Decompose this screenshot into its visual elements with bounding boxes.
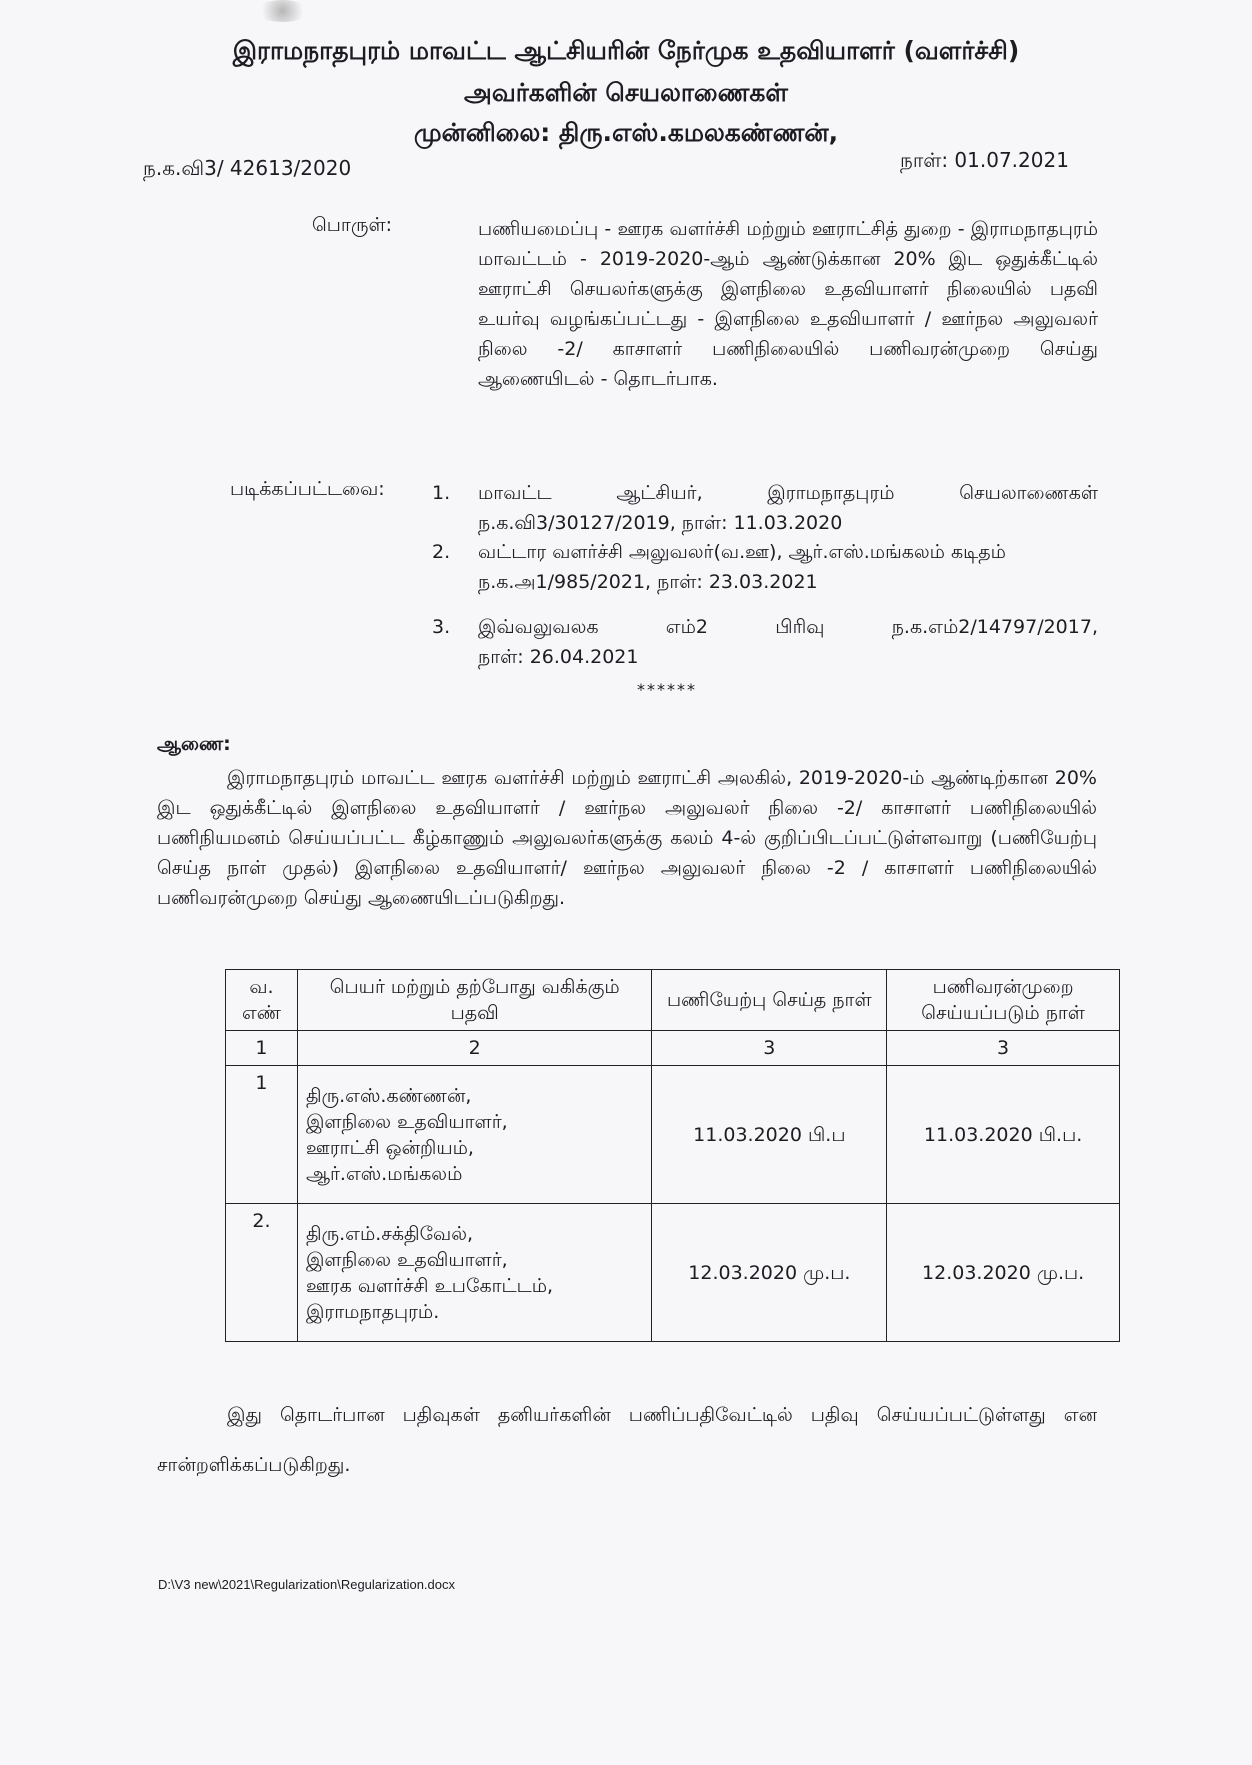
read-item — [478, 537, 1098, 597]
table-header-cell: பெயர் மற்றும் தற்போது வகிக்கும் பதவி — [297, 970, 652, 1031]
certification-paragraph: இது தொடர்பான பதிவுகள் தனியர்களின் பணிப்பதிவேட்டில் பதிவு செய்யப்பட்டுள்ளது என சான்றளிக்கப்படுகிறது. — [157, 1404, 1097, 1476]
order-paragraph: இராமநாதபுரம் மாவட்ட ஊரக வளர்ச்சி மற்றும் ஊராட்சி அலகில், 2019-2020-ம் ஆண்டிற்கான 20% இட ஒதுக்கீட்டில் இளநிலை உதவியாளர் / ஊர்நல அலுவலர் நிலை -2/ காசாளர் பணிநிலையில் பணிநியமனம் செய்யப்பட்ட கீழ்காணும் அலுவலர்களுக்கு கலம் 4-ல் குறிப்பிடப்பட்டுள்ளவாறு (பணியேற்பு செய்த நாள் முதல்) இளநிலை உதவியாளர்/ ஊர்நல அலுவலர் நிலை -2 / காசாளர் பணிநிலையில் பணிவரன்முறை செய்து ஆணையிடப்படுகிறது. — [157, 767, 1097, 909]
column-number: 2 — [297, 1031, 652, 1066]
column-number: 1 — [226, 1031, 298, 1066]
read-item-line: இவ்வலுவலக எம்2 பிரிவு ந.க.எம்2/14797/2017, — [478, 616, 1098, 638]
reference-number: ந.க.வி3/ 42613/2020 — [143, 156, 352, 180]
name-line: இராமநாதபுரம். — [305, 1300, 440, 1323]
table-row — [226, 1204, 1120, 1342]
name-line: திரு.எம்.சக்திவேல், — [305, 1222, 474, 1245]
column-number: 3 — [652, 1031, 887, 1066]
read-item-line: ந.க.அ1/985/2021, நாள்: 23.03.2021 — [478, 571, 818, 593]
table-header-cell: பணிவரன்முறை செய்யப்படும் நாள் — [887, 970, 1120, 1031]
name-line: இளநிலை உதவியாளர், — [305, 1110, 508, 1133]
regularization-date: 12.03.2020 மு.ப. — [887, 1204, 1120, 1342]
read-item-line: நாள்: 26.04.2021 — [478, 646, 639, 668]
read-item-line: வட்டார வளர்ச்சி அலுவலர்(வ.ஊ), ஆர்.எஸ்.மங்கலம் கடிதம் — [478, 541, 1006, 563]
order-date: நாள்: 01.07.2021 — [900, 148, 1069, 172]
regularization-table — [225, 969, 1120, 1342]
header-title: இராமநாதபுரம் மாவட்ட ஆட்சியரின் நேர்முக உதவியாளர் (வளர்ச்சி) — [232, 36, 1020, 65]
serial-number: 1 — [226, 1066, 298, 1204]
read-item — [478, 478, 1098, 538]
name-and-designation — [297, 1066, 652, 1204]
name-line: ஆர்.எஸ்.மங்கலம் — [305, 1162, 463, 1185]
read-item — [478, 612, 1098, 672]
name-line: திரு.எஸ்.கண்ணன், — [305, 1084, 472, 1107]
name-line: ஊரக வளர்ச்சி உபகோட்டம், — [305, 1274, 554, 1297]
serial-number: 2. — [226, 1204, 298, 1342]
table-header-cell: பணியேற்பு செய்த நாள் — [652, 970, 887, 1031]
table-header-row — [226, 970, 1120, 1031]
file-path-footer: D:\V3 new\2021\Regularization\Regularization.docx — [158, 1577, 456, 1592]
read-item-line: மாவட்ட ஆட்சியர், இராமநாதபுரம் செயலாணைகள் — [478, 482, 1098, 504]
joining-date: 11.03.2020 பி.ப — [652, 1066, 887, 1204]
order-label: ஆணை: — [157, 733, 231, 755]
separator-stars: ****** — [637, 680, 697, 699]
subject-text: பணியமைப்பு - ஊரக வளர்ச்சி மற்றும் ஊராட்சித் துறை - இராமநாதபுரம் மாவட்டம் - 2019-2020-ஆம் ஆண்டுக்கான 20% இட ஒதுக்கீட்டில் ஊராட்சி செயலர்களுக்கு இளநிலை உதவியாளர் நிலையில் பதவி உயர்வு வழங்கப்பட்டது - இளநிலை உதவியாளர் / ஊர்நல அலுவலர் நிலை -2/ காசாளர் பணிநிலையில் பணிவரன்முறை செய்து ஆணையிடல் - தொடர்பாக. — [478, 218, 1098, 390]
read-item-number: 2. — [432, 541, 451, 563]
header-presiding: முன்னிலை: திரு.எஸ்.கமலகண்ணன், — [413, 118, 839, 147]
read-item-number: 1. — [432, 482, 451, 504]
paper-speck — [255, 0, 310, 22]
table-column-number-row — [226, 1031, 1120, 1066]
table-header-cell: வ. எண் — [226, 970, 298, 1031]
joining-date: 12.03.2020 மு.ப. — [652, 1204, 887, 1342]
name-line: ஊராட்சி ஒன்றியம், — [305, 1136, 474, 1159]
read-item-line: ந.க.வி3/30127/2019, நாள்: 11.03.2020 — [478, 512, 843, 534]
name-and-designation — [297, 1204, 652, 1342]
table-row — [226, 1066, 1120, 1204]
read-label: படிக்கப்பட்டவை: — [230, 478, 385, 500]
regularization-date: 11.03.2020 பி.ப. — [887, 1066, 1120, 1204]
name-line: இளநிலை உதவியாளர், — [305, 1248, 508, 1271]
header-subtitle: அவர்களின் செயலாணைகள் — [464, 78, 788, 107]
column-number: 3 — [887, 1031, 1120, 1066]
read-item-number: 3. — [432, 616, 451, 638]
subject-label: பொருள்: — [312, 214, 393, 236]
